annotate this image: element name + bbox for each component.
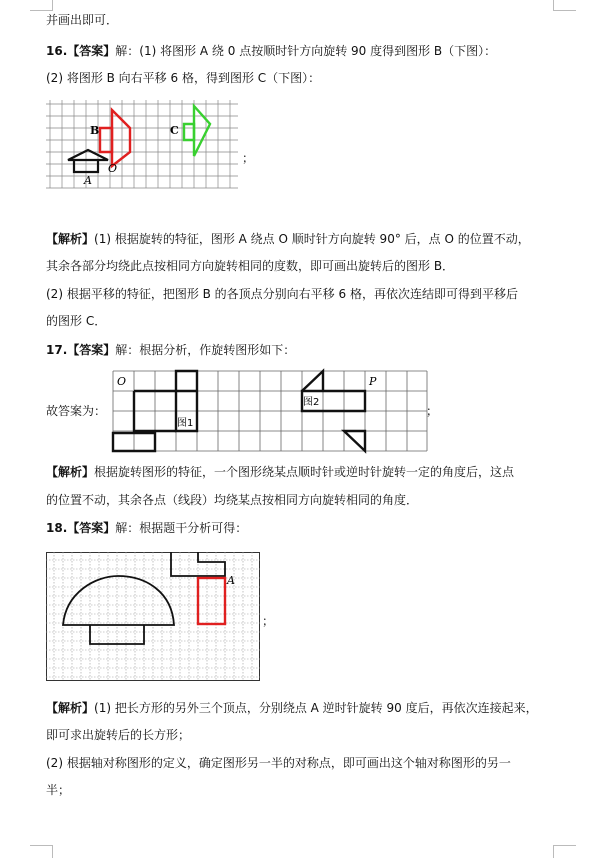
q18-grid [46,552,260,681]
q17-analysis-line2: 的位置不动，其余各点（线段）均绕某点按相同方向旋转相同的角度． [46,493,419,507]
q17-label-fig2: 图2 [303,397,320,408]
q18-analysis-line1 [46,700,538,716]
q16-number: 16. [46,44,68,58]
q16-label-a: A [84,174,92,187]
q16-analysis-text1: (1) 根据旋转的特征，图形 A 绕点 O 顺时针方向旋转 90° 后，点 O 的位置不动， [94,232,530,246]
q17-analysis-line1 [46,464,514,480]
q18-analysis-text1: (1) 把长方形的另外三个顶点，分别绕点 A 逆时针旋转 90 度后，再依次连接起来， [94,701,538,715]
q17-answer-text: 解：根据分析，作旋转图形如下： [115,343,296,357]
q16-label-o: O [108,162,118,175]
q18-mushroom-shape [63,576,174,644]
intro-line: 并画出即可． [46,13,119,27]
q17-figure [113,371,427,453]
q16-answer-line [46,43,496,59]
crop-mark-bottom-right [553,845,576,858]
q17-number: 17. [46,343,68,357]
q18-answer-line [46,520,247,536]
q16-answer-line2: (2) 将图形 B 向右平移 6 格，得到图形 C（下图）： [46,71,321,85]
q18-label-a: A [227,574,235,587]
q17-answer-line [46,342,295,358]
q17-analysis-tag: 【解析】 [46,465,95,479]
q17-label-o: O [117,375,127,388]
q17-label-p: P [369,375,377,388]
q16-analysis-line2: 其余各部分均绕此点按相同方向旋转相同的度数，即可画出旋转后的图形 B． [46,259,455,273]
q18-answer-tag: 【答案】 [67,521,116,535]
q17-answer-tag: 【答案】 [67,343,116,357]
q18-figure-semicolon: ； [262,614,275,628]
crop-mark-top-right [553,0,576,11]
q16-analysis-tag: 【解析】 [46,232,95,246]
q16-label-b: B [90,124,100,137]
crop-mark-bottom-left [30,845,53,858]
q16-answer-text: 解：(1) 将图形 A 绕 0 点按顺时针方向旋转 90 度得到图形 B（下图）： [115,44,497,58]
q18-analysis-line4: 半； [46,783,71,797]
q18-number: 18. [46,521,68,535]
q16-analysis-line4: 的图形 C． [46,314,107,328]
q16-figure [46,100,242,188]
q18-figure [46,552,260,681]
q16-analysis-line1 [46,231,530,247]
q16-analysis-line3: (2) 根据平移的特征，把图形 B 的各顶点分别向右平移 6 格，再依次连结即可得到平移后 [46,287,518,301]
q18-analysis-tag: 【解析】 [46,701,95,715]
q16-grid [46,100,238,188]
q18-analysis-line2: 即可求出旋转后的长方形； [46,728,191,742]
q17-grid [113,371,427,451]
q16-label-c: C [170,124,179,137]
q17-answer-prefix: 故答案为： [46,404,107,418]
q16-figure-semicolon: ； [242,151,255,165]
crop-mark-top-left [30,0,53,11]
q18-red-rectangle [198,578,225,624]
q18-analysis-line3: (2) 根据轴对称图形的定义，确定图形另一半的对称点，即可画出这个轴对称图形的另一 [46,756,511,770]
q18-answer-text: 解：根据题干分析可得： [115,521,248,535]
q17-label-fig1: 图1 [177,418,194,429]
q17-figure-semicolon: ； [426,404,439,418]
q16-answer-tag: 【答案】 [67,44,116,58]
q17-analysis-text1: 根据旋转图形的特征，一个图形绕某点顺时针或逆时针旋转一定的角度后，这点 [94,465,515,479]
